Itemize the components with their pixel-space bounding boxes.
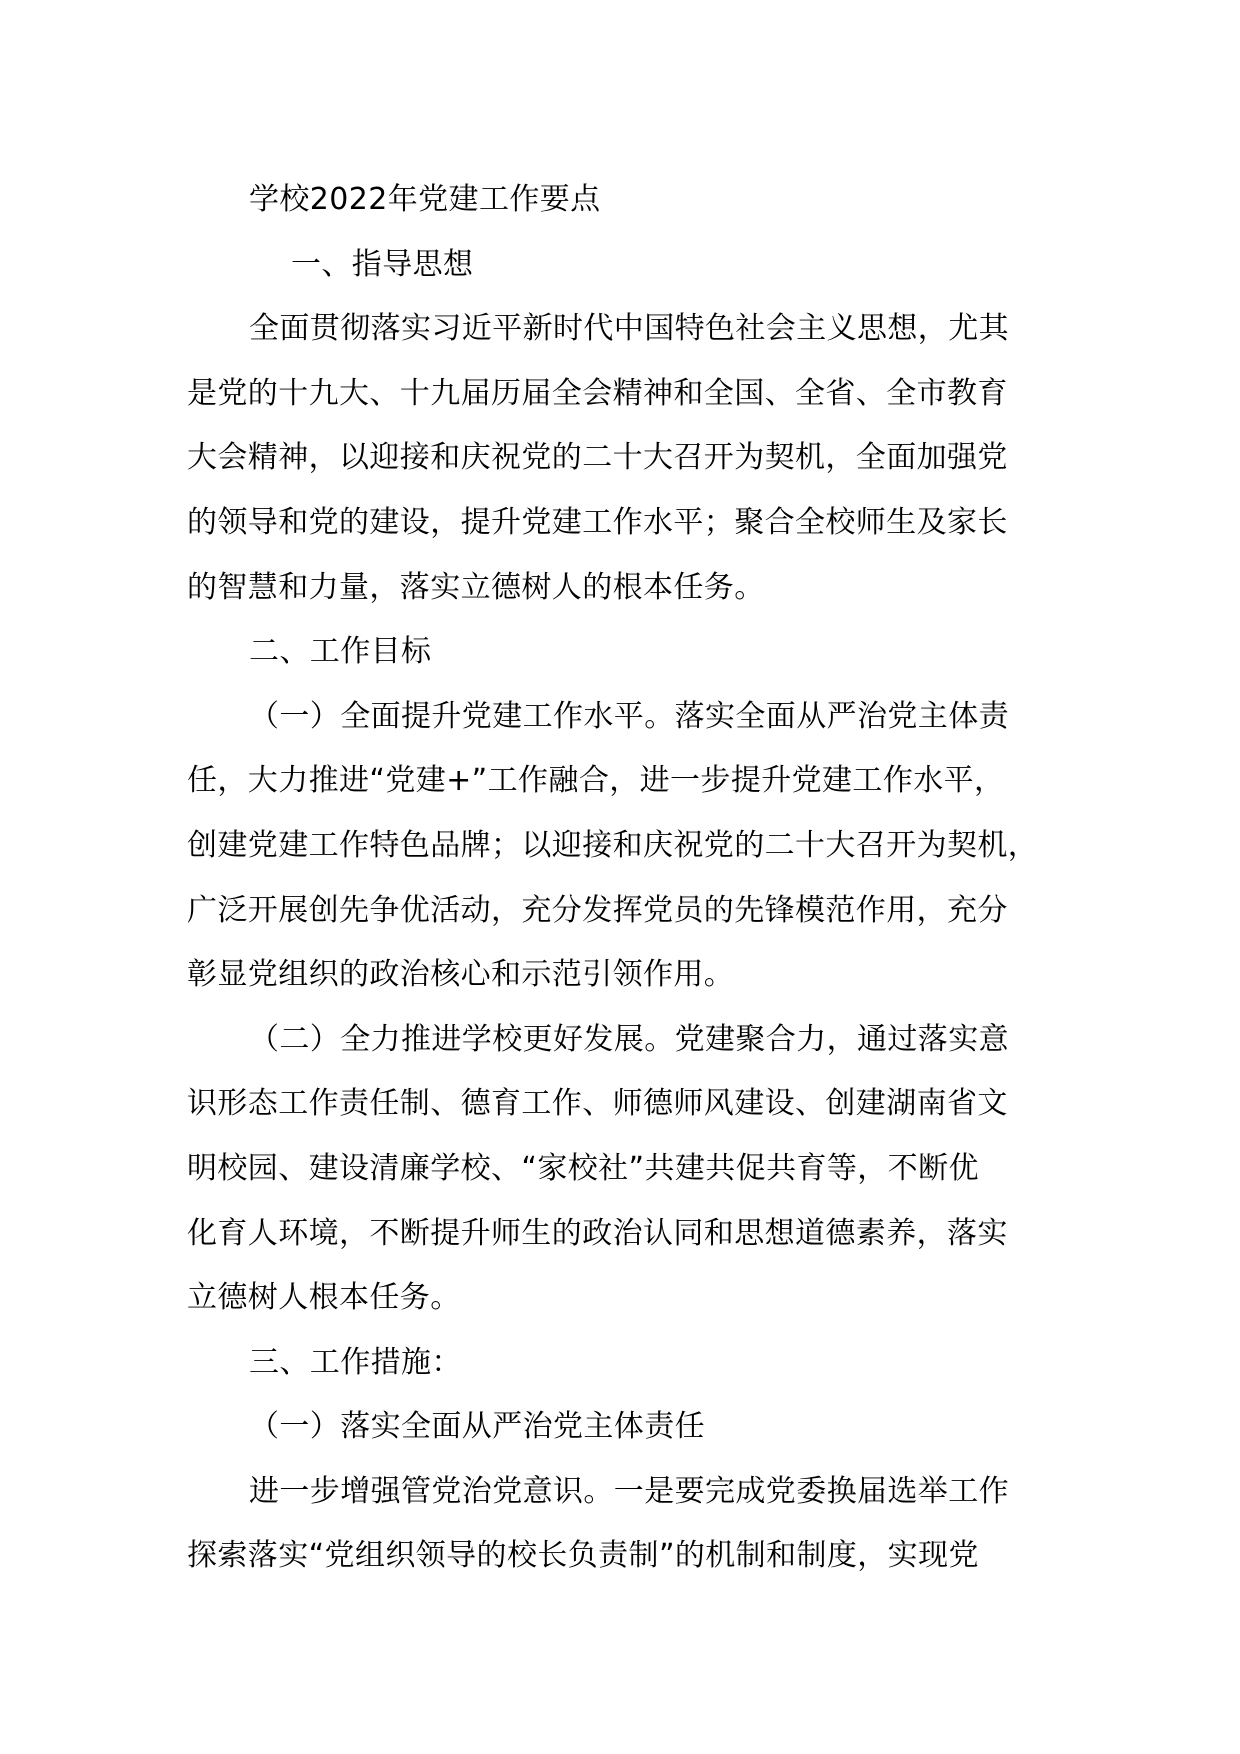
paragraph-line: 明校园、建设清廉学校、“家校社”共建共促共育等，不断优 bbox=[187, 1150, 979, 1186]
paragraph-line: 创建党建工作特色品牌；以迎接和庆祝党的二十大召开为契机， bbox=[187, 827, 1039, 863]
paragraph-line: （一）全面提升党建工作水平。落实全面从严治党主体责 bbox=[249, 698, 1009, 734]
section-heading-guiding-ideology: 一、指导思想 bbox=[291, 246, 474, 282]
paragraph-line: 全面贯彻落实习近平新时代中国特色社会主义思想，尤其 bbox=[249, 311, 1009, 347]
paragraph-line: 大会精神，以迎接和庆祝党的二十大召开为契机，全面加强党 bbox=[187, 440, 1008, 476]
document-title: 学校2022年党建工作要点 bbox=[249, 182, 601, 217]
paragraph-line: 探索落实“党组织领导的校长负责制”的机制和制度，实现党 bbox=[187, 1538, 979, 1574]
paragraph-line: 的领导和党的建设，提升党建工作水平；聚合全校师生及家长 bbox=[187, 504, 1008, 540]
paragraph-line: 广泛开展创先争优活动，充分发挥党员的先锋模范作用，充分 bbox=[187, 892, 1008, 928]
paragraph-line: 识形态工作责任制、德育工作、师德师风建设、创建湖南省文 bbox=[187, 1086, 1008, 1122]
paragraph-line: 化育人环境，不断提升师生的政治认同和思想道德素养，落实 bbox=[187, 1215, 1008, 1251]
paragraph-line: 立德树人根本任务。 bbox=[187, 1280, 461, 1316]
paragraph-line: 彰显党组织的政治核心和示范引领作用。 bbox=[187, 957, 735, 993]
subsection-heading: （一）落实全面从严治党主体责任 bbox=[249, 1409, 705, 1445]
section-heading-work-measures: 三、工作措施： bbox=[249, 1344, 462, 1380]
section-heading-work-goals: 二、工作目标 bbox=[249, 634, 432, 670]
paragraph-line: 进一步增强管党治党意识。一是要完成党委换届选举工作 bbox=[249, 1473, 1009, 1509]
paragraph-line: （二）全力推进学校更好发展。党建聚合力，通过落实意 bbox=[249, 1021, 1009, 1057]
paragraph-line: 是党的十九大、十九届历届全会精神和全国、全省、全市教育 bbox=[187, 375, 1008, 411]
document-body bbox=[187, 168, 1067, 1589]
paragraph-line: 的智慧和力量，落实立德树人的根本任务。 bbox=[187, 569, 765, 605]
paragraph-line: 任，大力推进“党建+”工作融合，进一步提升党建工作水平， bbox=[187, 763, 1005, 799]
